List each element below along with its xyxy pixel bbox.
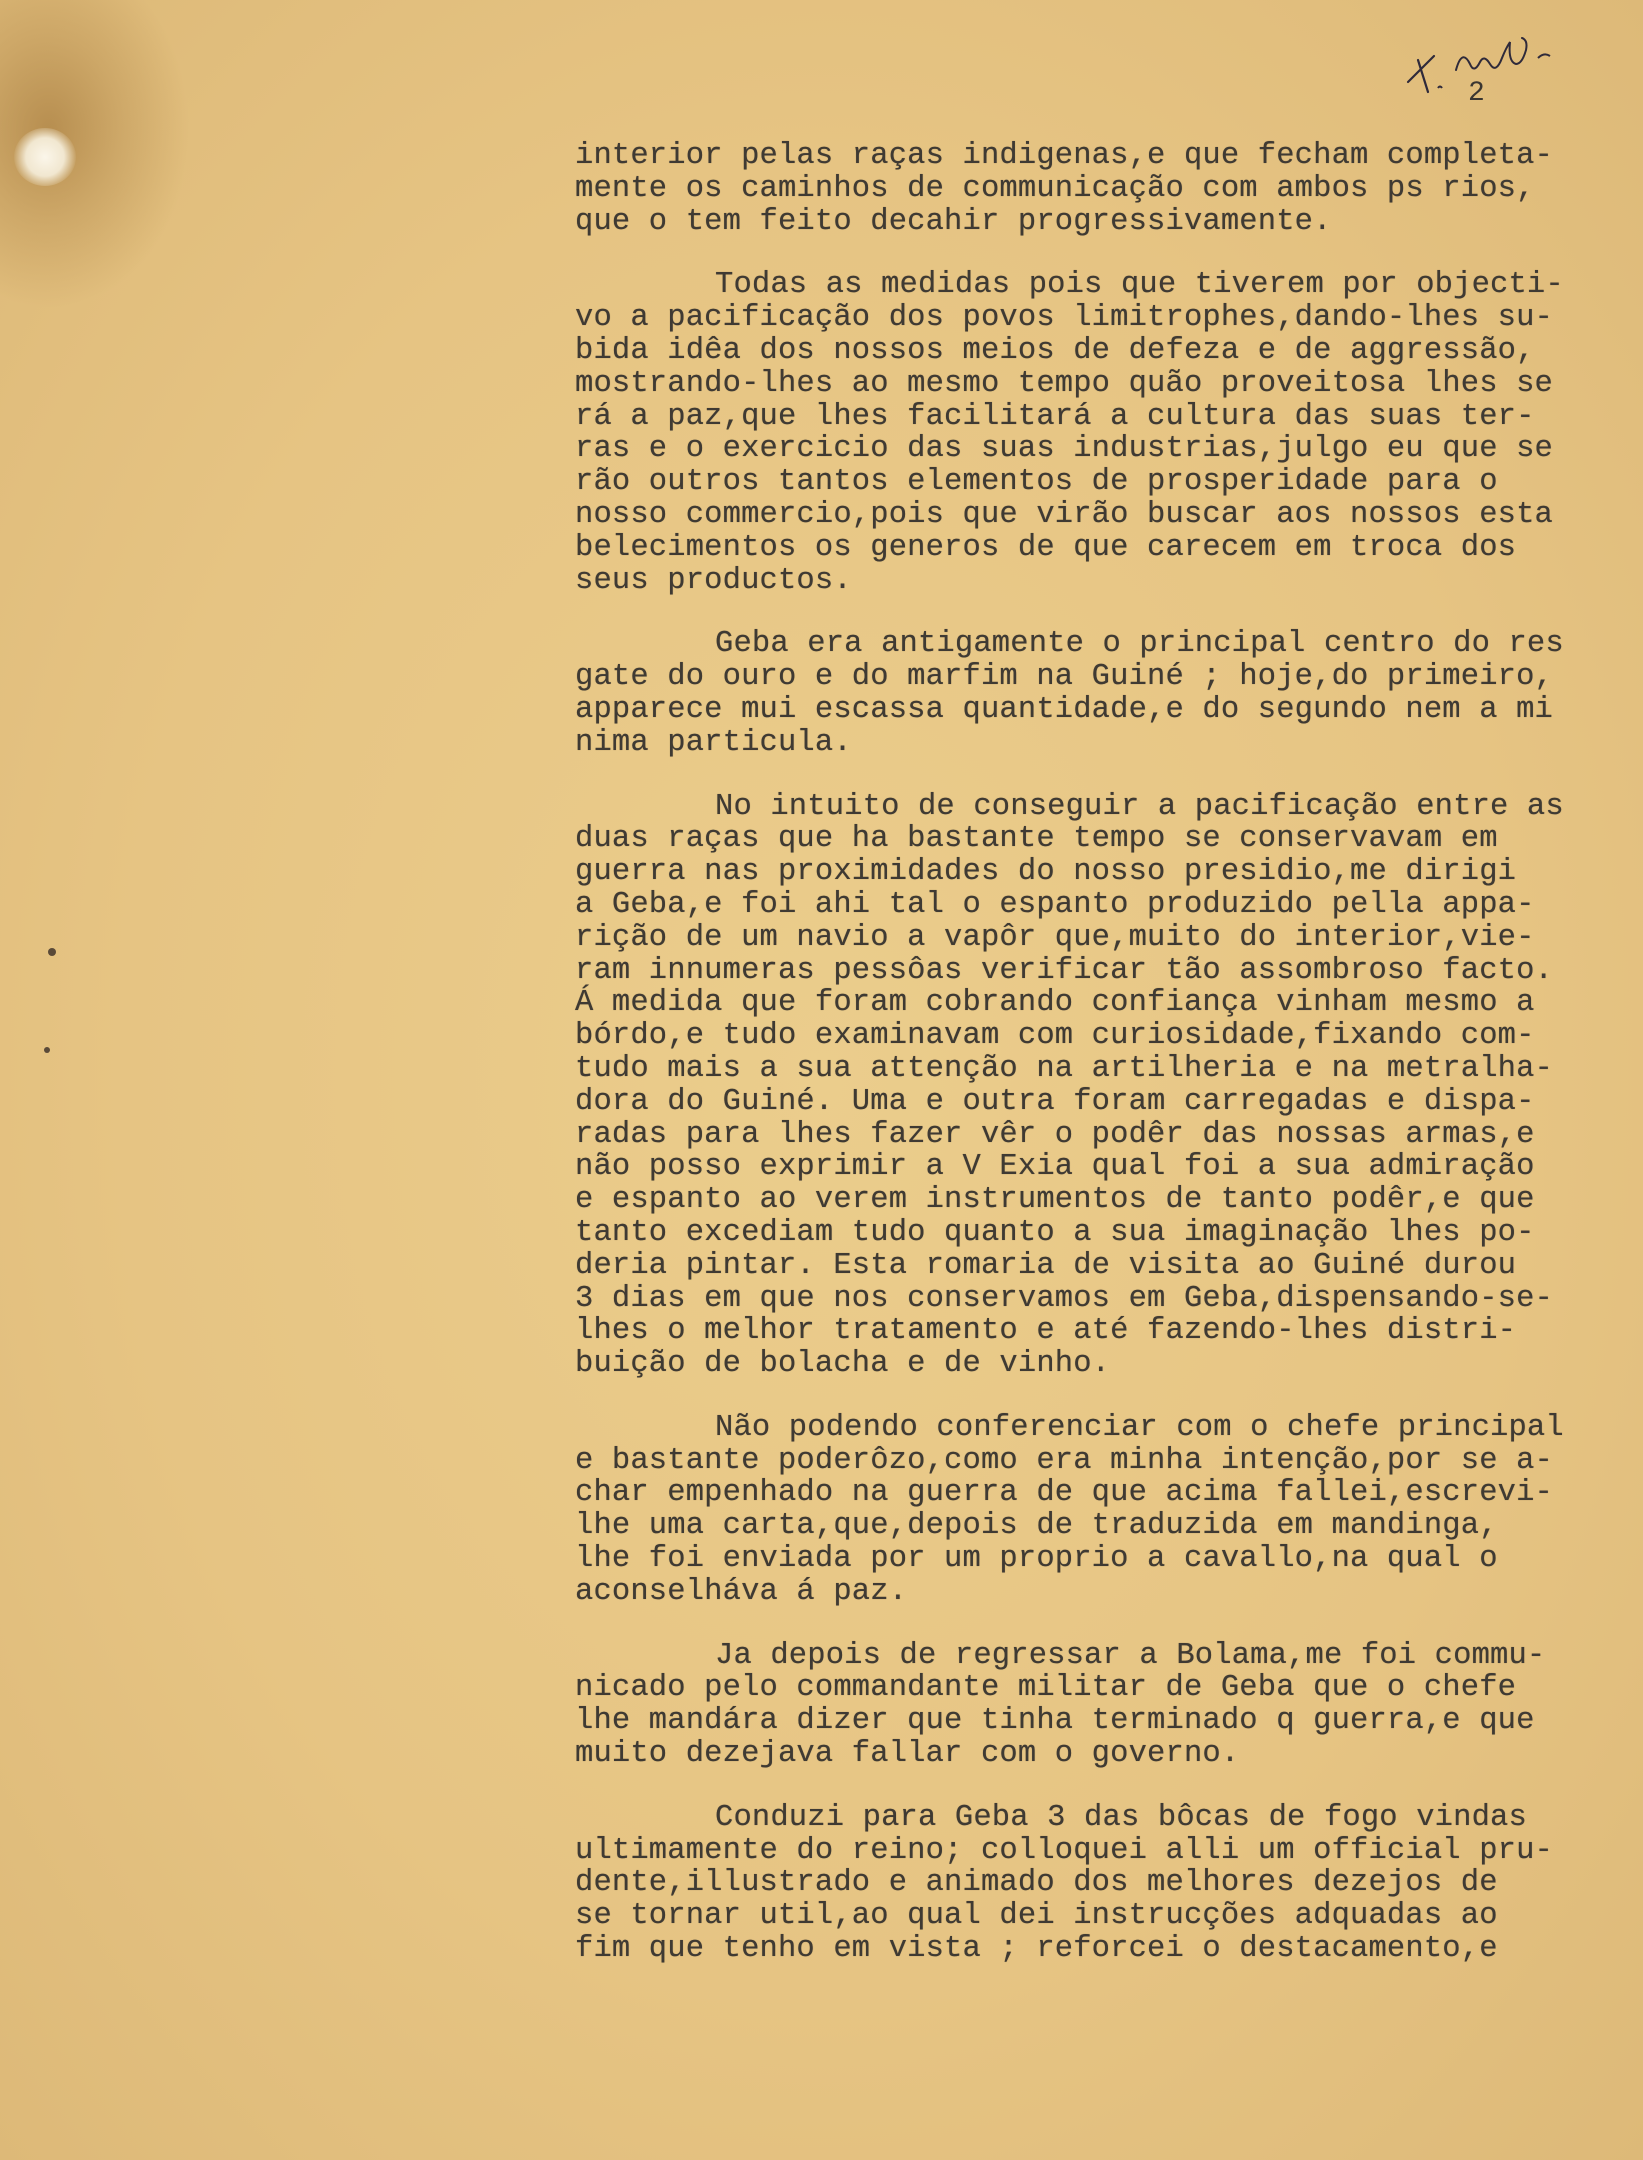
- text-line: dente,illustrado e animado dos melhores dezejos de: [575, 1866, 1498, 1901]
- text-line: se tornar util,ao qual dei instrucções adquadas ao: [575, 1899, 1498, 1934]
- text-line: muito dezejava fallar com o governo.: [575, 1737, 1240, 1772]
- paragraph: [575, 791, 1635, 1381]
- text-line: Á medida que foram cobrando confiança vinham mesmo a: [575, 986, 1535, 1021]
- text-line: rão outros tantos elementos de prosperidade para o: [575, 465, 1498, 500]
- text-line: Ja depois de regressar a Bolama,me foi commu-: [715, 1638, 1546, 1673]
- text-line: ras e o exercicio das suas industrias,julgo eu que se: [575, 432, 1554, 467]
- text-line: mostrando-lhes ao mesmo tempo quão proveitosa lhes se: [575, 366, 1554, 401]
- text-line: rá a paz,que lhes facilitará a cultura das suas ter-: [575, 399, 1535, 434]
- text-line: radas para lhes fazer vêr o podêr das nossas armas,e: [575, 1117, 1535, 1152]
- text-line: aconselháva á paz.: [575, 1574, 908, 1609]
- punch-hole: [44, 1047, 50, 1053]
- text-line: dora do Guiné. Uma e outra foram carregadas e dispa-: [575, 1084, 1535, 1119]
- paragraph-gap: [575, 238, 1635, 269]
- text-line: lhe uma carta,que,depois de traduzida em mandinga,: [575, 1509, 1498, 1544]
- paragraph: [575, 140, 1635, 238]
- text-line: e espanto ao verem instrumentos de tanto podêr,e que: [575, 1183, 1535, 1218]
- text-line: ultimamente do reino; colloquei alli um official pru-: [575, 1833, 1554, 1868]
- text-line: vo a pacificação dos povos limitrophes,dando-lhes su-: [575, 301, 1554, 336]
- text-line: gate do ouro e do marfim na Guiné ; hoje,do primeiro,: [575, 660, 1554, 695]
- text-line: interior pelas raças indigenas,e que fecham completa-: [575, 139, 1554, 173]
- paragraph: [575, 628, 1635, 759]
- text-line: bórdo,e tudo examinavam com curiosidade,fixando com-: [575, 1019, 1535, 1054]
- handwritten-signature: [1388, 30, 1588, 110]
- paragraph: [575, 1802, 1635, 1966]
- text-line: guerra nas proximidades do nosso presidio,me dirigi: [575, 855, 1517, 890]
- punch-hole: [48, 948, 56, 956]
- text-line: tudo mais a sua attenção na artilheria e na metralha-: [575, 1051, 1554, 1086]
- text-line: duas raças que ha bastante tempo se conservavam em: [575, 822, 1498, 857]
- paper-stain: [14, 128, 76, 186]
- text-line: rição de um navio a vapôr que,muito do interior,vie-: [575, 920, 1535, 955]
- text-line: Geba era antigamente o principal centro do res: [715, 627, 1564, 662]
- text-line: Não podendo conferenciar com o chefe principal: [715, 1410, 1564, 1445]
- letter-body: [575, 140, 1635, 1966]
- text-line: lhe mandára dizer que tinha terminado q guerra,e que: [575, 1704, 1535, 1739]
- text-line: deria pintar. Esta romaria de visita ao Guiné durou: [575, 1248, 1517, 1283]
- text-line: não posso exprimir a V Exia qual foi a sua admiração: [575, 1150, 1535, 1185]
- paragraph: [575, 269, 1635, 597]
- paragraph-gap: [575, 1381, 1635, 1412]
- text-line: char empenhado na guerra de que acima fallei,escrevi-: [575, 1476, 1554, 1511]
- paragraph: [575, 1412, 1635, 1609]
- text-line: 3 dias em que nos conservamos em Geba,dispensando-se-: [575, 1281, 1554, 1316]
- text-line: seus productos.: [575, 563, 852, 598]
- text-line: No intuito de conseguir a pacificação entre as: [715, 789, 1564, 824]
- text-line: mente os caminhos de communicação com ambos ps rios,: [575, 171, 1535, 206]
- text-line: bida idêa dos nossos meios de defeza e de aggressão,: [575, 333, 1535, 368]
- text-line: nima particula.: [575, 725, 852, 760]
- text-line: belecimentos os generos de que carecem em troca dos: [575, 530, 1517, 565]
- text-line: Conduzi para Geba 3 das bôcas de fogo vindas: [715, 1800, 1527, 1835]
- text-line: buição de bolacha e de vinho.: [575, 1347, 1111, 1382]
- paragraph-gap: [575, 1771, 1635, 1802]
- text-line: lhe foi enviada por um proprio a cavallo,na qual o: [575, 1542, 1498, 1577]
- text-line: apparece mui escassa quantidade,e do segundo nem a mi: [575, 692, 1554, 727]
- text-line: tanto excediam tudo quanto a sua imaginação lhes po-: [575, 1215, 1535, 1250]
- text-line: que o tem feito decahir progressivamente.: [575, 204, 1332, 239]
- text-line: e bastante poderôzo,como era minha intenção,por se a-: [575, 1443, 1554, 1478]
- paragraph-gap: [575, 1609, 1635, 1640]
- text-line: ram innumeras pessôas verificar tão assombroso facto.: [575, 953, 1554, 988]
- paragraph-gap: [575, 597, 1635, 628]
- text-line: nicado pelo commandante militar de Geba que o chefe: [575, 1671, 1517, 1706]
- text-line: a Geba,e foi ahi tal o espanto produzido pella appa-: [575, 887, 1535, 922]
- page-number: 2: [1468, 78, 1485, 109]
- paragraph-gap: [575, 760, 1635, 791]
- text-line: fim que tenho em vista ; reforcei o destacamento,e: [575, 1932, 1498, 1967]
- text-line: lhes o melhor tratamento e até fazendo-lhes distri-: [575, 1314, 1517, 1349]
- paragraph: [575, 1640, 1635, 1771]
- text-line: nosso commercio,pois que virão buscar aos nossos esta: [575, 497, 1554, 532]
- text-line: Todas as medidas pois que tiverem por objecti-: [715, 268, 1564, 303]
